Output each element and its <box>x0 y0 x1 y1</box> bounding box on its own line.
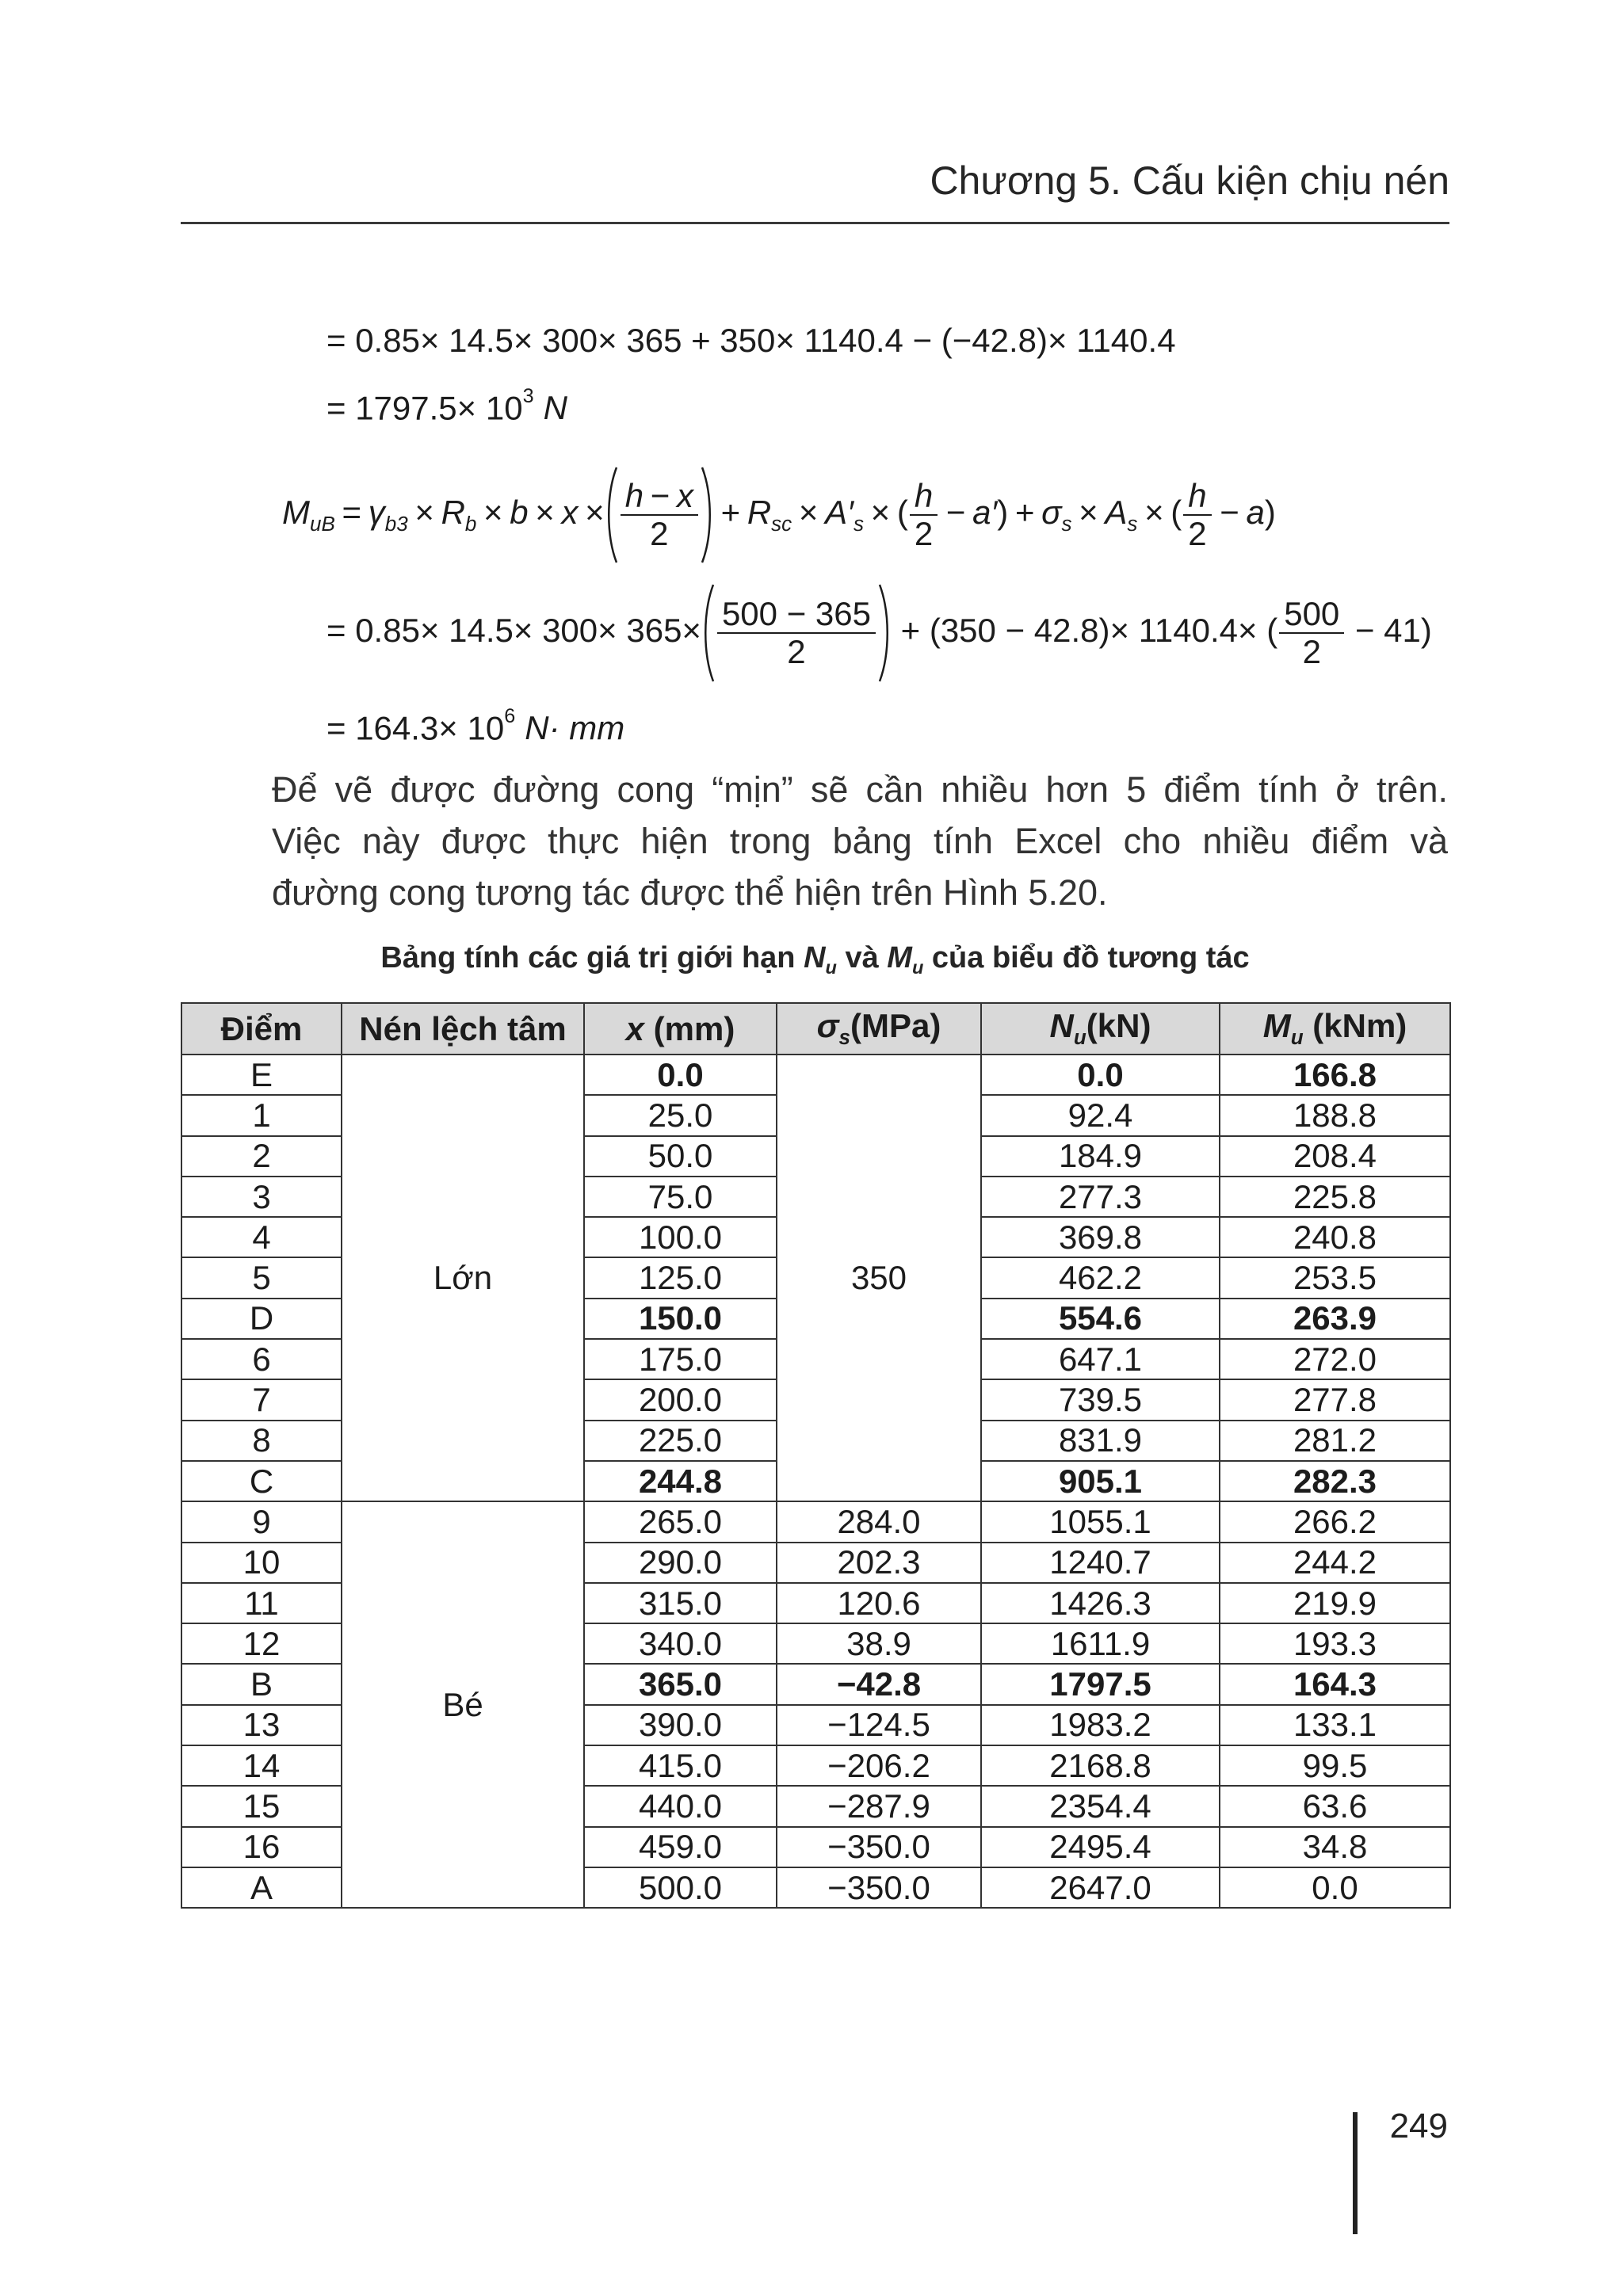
cell-point: 5 <box>181 1257 342 1298</box>
cell-nu: 905.1 <box>981 1461 1220 1501</box>
fraction <box>717 596 876 670</box>
cell-mu: 219.9 <box>1220 1583 1450 1623</box>
cell-point: C <box>181 1461 342 1501</box>
cell-eccentricity: Lớn <box>342 1055 584 1501</box>
equation-line-4 <box>327 583 1432 683</box>
sigma-symbol: σ <box>1041 494 1062 532</box>
header-sigma <box>777 1003 981 1055</box>
table-title <box>181 938 1449 987</box>
cell-nu: 462.2 <box>981 1257 1220 1298</box>
cell-nu: 0.0 <box>981 1055 1220 1095</box>
nu-subscript: u <box>825 957 837 978</box>
cell-mu: 193.3 <box>1220 1623 1450 1664</box>
cell-nu: 554.6 <box>981 1299 1220 1339</box>
fraction-numerator: 500 − 365 <box>721 594 871 632</box>
fraction-numerator: 500 <box>1284 594 1340 632</box>
cell-nu: 2647.0 <box>981 1867 1220 1908</box>
cell-point: 4 <box>181 1217 342 1257</box>
header-unit: (kNm) <box>1303 1007 1407 1045</box>
cell-nu: 2354.4 <box>981 1786 1220 1826</box>
cell-point: E <box>181 1055 342 1095</box>
cell-nu: 184.9 <box>981 1136 1220 1177</box>
cell-mu: 208.4 <box>1220 1136 1450 1177</box>
cell-nu: 369.8 <box>981 1217 1220 1257</box>
cell-x: 244.8 <box>584 1461 777 1501</box>
cell-mu: 263.9 <box>1220 1299 1450 1339</box>
paragraph-line: Việc này được thực hiện trong bảng tính Excel cho nhiều điểm và <box>272 821 1448 861</box>
cell-x: 459.0 <box>584 1827 777 1867</box>
unit: N· mm <box>525 709 625 747</box>
sigma-subscript: s <box>1061 512 1072 536</box>
cell-point: 9 <box>181 1501 342 1542</box>
cell-point: B <box>181 1664 342 1704</box>
equation-text: = 164.3× 10 <box>327 709 505 747</box>
as-subscript: s <box>1127 512 1138 536</box>
cell-point: 8 <box>181 1421 342 1461</box>
cell-sigma: −350.0 <box>777 1867 981 1908</box>
cell-x: 365.0 <box>584 1664 777 1704</box>
cell-nu: 1983.2 <box>981 1705 1220 1745</box>
cell-sigma: 38.9 <box>777 1623 981 1664</box>
cell-mu: 244.2 <box>1220 1543 1450 1583</box>
table-header <box>181 1003 1450 1055</box>
rsc-subscript: sc <box>771 512 792 536</box>
fraction <box>621 478 698 552</box>
big-right-paren <box>877 583 892 683</box>
body-paragraph <box>272 764 1448 918</box>
operator: − <box>939 494 973 532</box>
cell-point: 6 <box>181 1339 342 1379</box>
header-point: Điểm <box>181 1003 342 1055</box>
cell-point: 15 <box>181 1786 342 1826</box>
cell-x: 100.0 <box>584 1217 777 1257</box>
cell-mu: 164.3 <box>1220 1664 1450 1704</box>
cell-x: 415.0 <box>584 1745 777 1786</box>
cell-mu: 34.8 <box>1220 1827 1450 1867</box>
big-right-paren <box>700 466 714 564</box>
cell-nu: 2168.8 <box>981 1745 1220 1786</box>
h-symbol: h <box>624 476 644 514</box>
cell-x: 25.0 <box>584 1095 777 1135</box>
nu-subscript: u <box>1073 1025 1086 1050</box>
big-left-paren <box>605 466 619 564</box>
big-left-paren <box>701 583 716 683</box>
fraction <box>1183 478 1211 552</box>
cell-mu: 282.3 <box>1220 1461 1450 1501</box>
x-symbol: x <box>676 476 693 514</box>
cell-nu: 1426.3 <box>981 1583 1220 1623</box>
page-number: 249 <box>1389 2107 1448 2145</box>
operator: ) + <box>997 494 1042 532</box>
fraction-numerator: h <box>914 476 934 514</box>
equation-line-1 <box>327 321 1176 360</box>
sigma-subscript: s <box>838 1025 850 1050</box>
cell-nu: 277.3 <box>981 1177 1220 1217</box>
operator: = <box>334 494 369 532</box>
x-symbol: x <box>625 1009 644 1047</box>
cell-sigma: −350.0 <box>777 1827 981 1867</box>
cell-x: 75.0 <box>584 1177 777 1217</box>
fraction-denominator: 2 <box>914 515 934 552</box>
cell-x: 225.0 <box>584 1421 777 1461</box>
table-header-row <box>181 1003 1450 1055</box>
cell-nu: 647.1 <box>981 1339 1220 1379</box>
cell-mu: 0.0 <box>1220 1867 1450 1908</box>
cell-x: 440.0 <box>584 1786 777 1826</box>
cell-mu: 266.2 <box>1220 1501 1450 1542</box>
cell-mu: 166.8 <box>1220 1055 1450 1095</box>
cell-mu: 99.5 <box>1220 1745 1450 1786</box>
equation-text: − 41) <box>1346 612 1432 650</box>
header-rule <box>181 222 1449 224</box>
cell-sigma: 120.6 <box>777 1583 981 1623</box>
equation-line-3 <box>282 466 1276 564</box>
a-symbol: a <box>1246 494 1265 532</box>
cell-mu: 225.8 <box>1220 1177 1450 1217</box>
cell-mu: 253.5 <box>1220 1257 1450 1298</box>
header-x <box>584 1003 777 1055</box>
cell-x: 125.0 <box>584 1257 777 1298</box>
header-unit: (kN) <box>1086 1007 1151 1045</box>
operator: + <box>713 494 747 532</box>
cell-nu: 1240.7 <box>981 1543 1220 1583</box>
cell-point: 13 <box>181 1705 342 1745</box>
cell-mu: 133.1 <box>1220 1705 1450 1745</box>
paragraph-line: đường cong tương tác được thể hiện trên Hình 5.20. <box>272 872 1108 913</box>
operator: × <box>578 494 605 532</box>
table-row <box>181 1055 1450 1095</box>
as-prime-subscript: s <box>853 512 864 536</box>
table-row <box>181 1501 1450 1542</box>
header-eccentricity: Nén lệch tâm <box>342 1003 584 1055</box>
fraction-denominator: 2 <box>787 633 806 670</box>
cell-sigma: 202.3 <box>777 1543 981 1583</box>
cell-x: 200.0 <box>584 1379 777 1420</box>
cell-point: 14 <box>181 1745 342 1786</box>
cell-mu: 240.8 <box>1220 1217 1450 1257</box>
operator: × ( <box>1137 494 1182 532</box>
gamma-subscript: b3 <box>384 512 408 536</box>
equation-line-2 <box>327 384 567 429</box>
mu-subscript: u <box>911 957 924 978</box>
cell-x: 500.0 <box>584 1867 777 1908</box>
cell-nu: 1055.1 <box>981 1501 1220 1542</box>
cell-nu: 831.9 <box>981 1421 1220 1461</box>
cell-point: 10 <box>181 1543 342 1583</box>
cell-x: 150.0 <box>584 1299 777 1339</box>
equation-text: + (350 − 42.8)× 1140.4× ( <box>891 612 1278 650</box>
cell-x: 175.0 <box>584 1339 777 1379</box>
cell-point: 11 <box>181 1583 342 1623</box>
page-number-bar <box>1353 2112 1358 2234</box>
cell-point: 7 <box>181 1379 342 1420</box>
rb-subscript: b <box>464 512 477 536</box>
gamma-symbol: γ <box>368 494 385 532</box>
equation-text: = 1797.5× 10 <box>327 389 523 427</box>
cell-point: A <box>181 1867 342 1908</box>
equation-text: = 0.85× 14.5× 300× 365× <box>327 612 701 650</box>
rb-symbol: R <box>441 494 465 532</box>
as-symbol: A <box>1105 494 1128 532</box>
x-symbol: x <box>561 494 579 532</box>
fraction-denominator: 2 <box>650 515 669 552</box>
cell-eccentricity: Bé <box>342 1501 584 1908</box>
cell-nu: 1611.9 <box>981 1623 1220 1664</box>
rsc-symbol: R <box>747 494 772 532</box>
title-text: Bảng tính các giá trị giới hạn <box>380 941 804 974</box>
cell-x: 265.0 <box>584 1501 777 1542</box>
fraction <box>910 478 938 552</box>
cell-point: 2 <box>181 1136 342 1177</box>
header-unit: (MPa) <box>850 1007 941 1045</box>
moment-symbol: M <box>282 494 310 532</box>
operator: × <box>1071 494 1106 532</box>
exponent: 6 <box>504 705 516 727</box>
cell-sigma: −124.5 <box>777 1705 981 1745</box>
unit: N <box>543 389 567 427</box>
operator: − <box>1212 494 1247 532</box>
cell-nu: 1797.5 <box>981 1664 1220 1704</box>
cell-sigma: −206.2 <box>777 1745 981 1786</box>
nu-symbol: N <box>804 941 826 974</box>
cell-x: 315.0 <box>584 1583 777 1623</box>
fraction-denominator: 2 <box>1302 633 1321 670</box>
fraction-denominator: 2 <box>1188 515 1207 552</box>
cell-mu: 277.8 <box>1220 1379 1450 1420</box>
title-text: và <box>836 941 888 974</box>
cell-point: D <box>181 1299 342 1339</box>
operator: ) <box>1264 494 1276 532</box>
moment-subscript: uB <box>310 512 335 536</box>
as-prime-symbol: A′ <box>825 494 854 532</box>
header-unit: (mm) <box>644 1009 735 1047</box>
cell-nu: 739.5 <box>981 1379 1220 1420</box>
operator: − <box>643 476 677 514</box>
nu-symbol: N <box>1049 1007 1074 1045</box>
operator: × <box>792 494 826 532</box>
interaction-table <box>181 1002 1451 1909</box>
paragraph-line: Để vẽ được đường cong “mịn” sẽ cần nhiều hơn 5 điểm tính ở trên. <box>272 769 1448 810</box>
title-text: của biểu đồ tương tác <box>923 941 1250 974</box>
mu-symbol: M <box>887 941 912 974</box>
cell-x: 50.0 <box>584 1136 777 1177</box>
cell-mu: 272.0 <box>1220 1339 1450 1379</box>
header-mu <box>1220 1003 1450 1055</box>
cell-mu: 63.6 <box>1220 1786 1450 1826</box>
cell-point: 1 <box>181 1095 342 1135</box>
cell-point: 3 <box>181 1177 342 1217</box>
operator: × <box>476 494 510 532</box>
chapter-title: Chương 5. Cấu kiện chịu nén <box>930 158 1449 203</box>
cell-x: 290.0 <box>584 1543 777 1583</box>
exponent: 3 <box>522 385 534 407</box>
cell-mu: 188.8 <box>1220 1095 1450 1135</box>
cell-point: 12 <box>181 1623 342 1664</box>
cell-point: 16 <box>181 1827 342 1867</box>
fraction <box>1279 596 1344 670</box>
operator: × <box>407 494 441 532</box>
sigma-symbol: σ <box>816 1007 839 1045</box>
header-nu <box>981 1003 1220 1055</box>
b-symbol: b <box>510 494 529 532</box>
table-body <box>181 1055 1450 1908</box>
cell-sigma: 350 <box>777 1055 981 1501</box>
fraction-numerator: h <box>1188 476 1207 514</box>
cell-sigma: −287.9 <box>777 1786 981 1826</box>
mu-subscript: u <box>1290 1025 1304 1050</box>
equation-line-5 <box>327 704 624 749</box>
cell-nu: 92.4 <box>981 1095 1220 1135</box>
a-prime-symbol: a′ <box>972 494 998 532</box>
cell-x: 340.0 <box>584 1623 777 1664</box>
fraction-numerator <box>621 478 698 514</box>
cell-nu: 2495.4 <box>981 1827 1220 1867</box>
mu-symbol: M <box>1262 1007 1291 1045</box>
cell-sigma: 284.0 <box>777 1501 981 1542</box>
cell-mu: 281.2 <box>1220 1421 1450 1461</box>
cell-sigma: −42.8 <box>777 1664 981 1704</box>
operator: × <box>528 494 562 532</box>
operator: × ( <box>863 494 908 532</box>
cell-x: 0.0 <box>584 1055 777 1095</box>
cell-x: 390.0 <box>584 1705 777 1745</box>
equation-text: = 0.85× 14.5× 300× 365 + 350× 1140.4 − (−42.8)× 1140.4 <box>327 322 1176 359</box>
